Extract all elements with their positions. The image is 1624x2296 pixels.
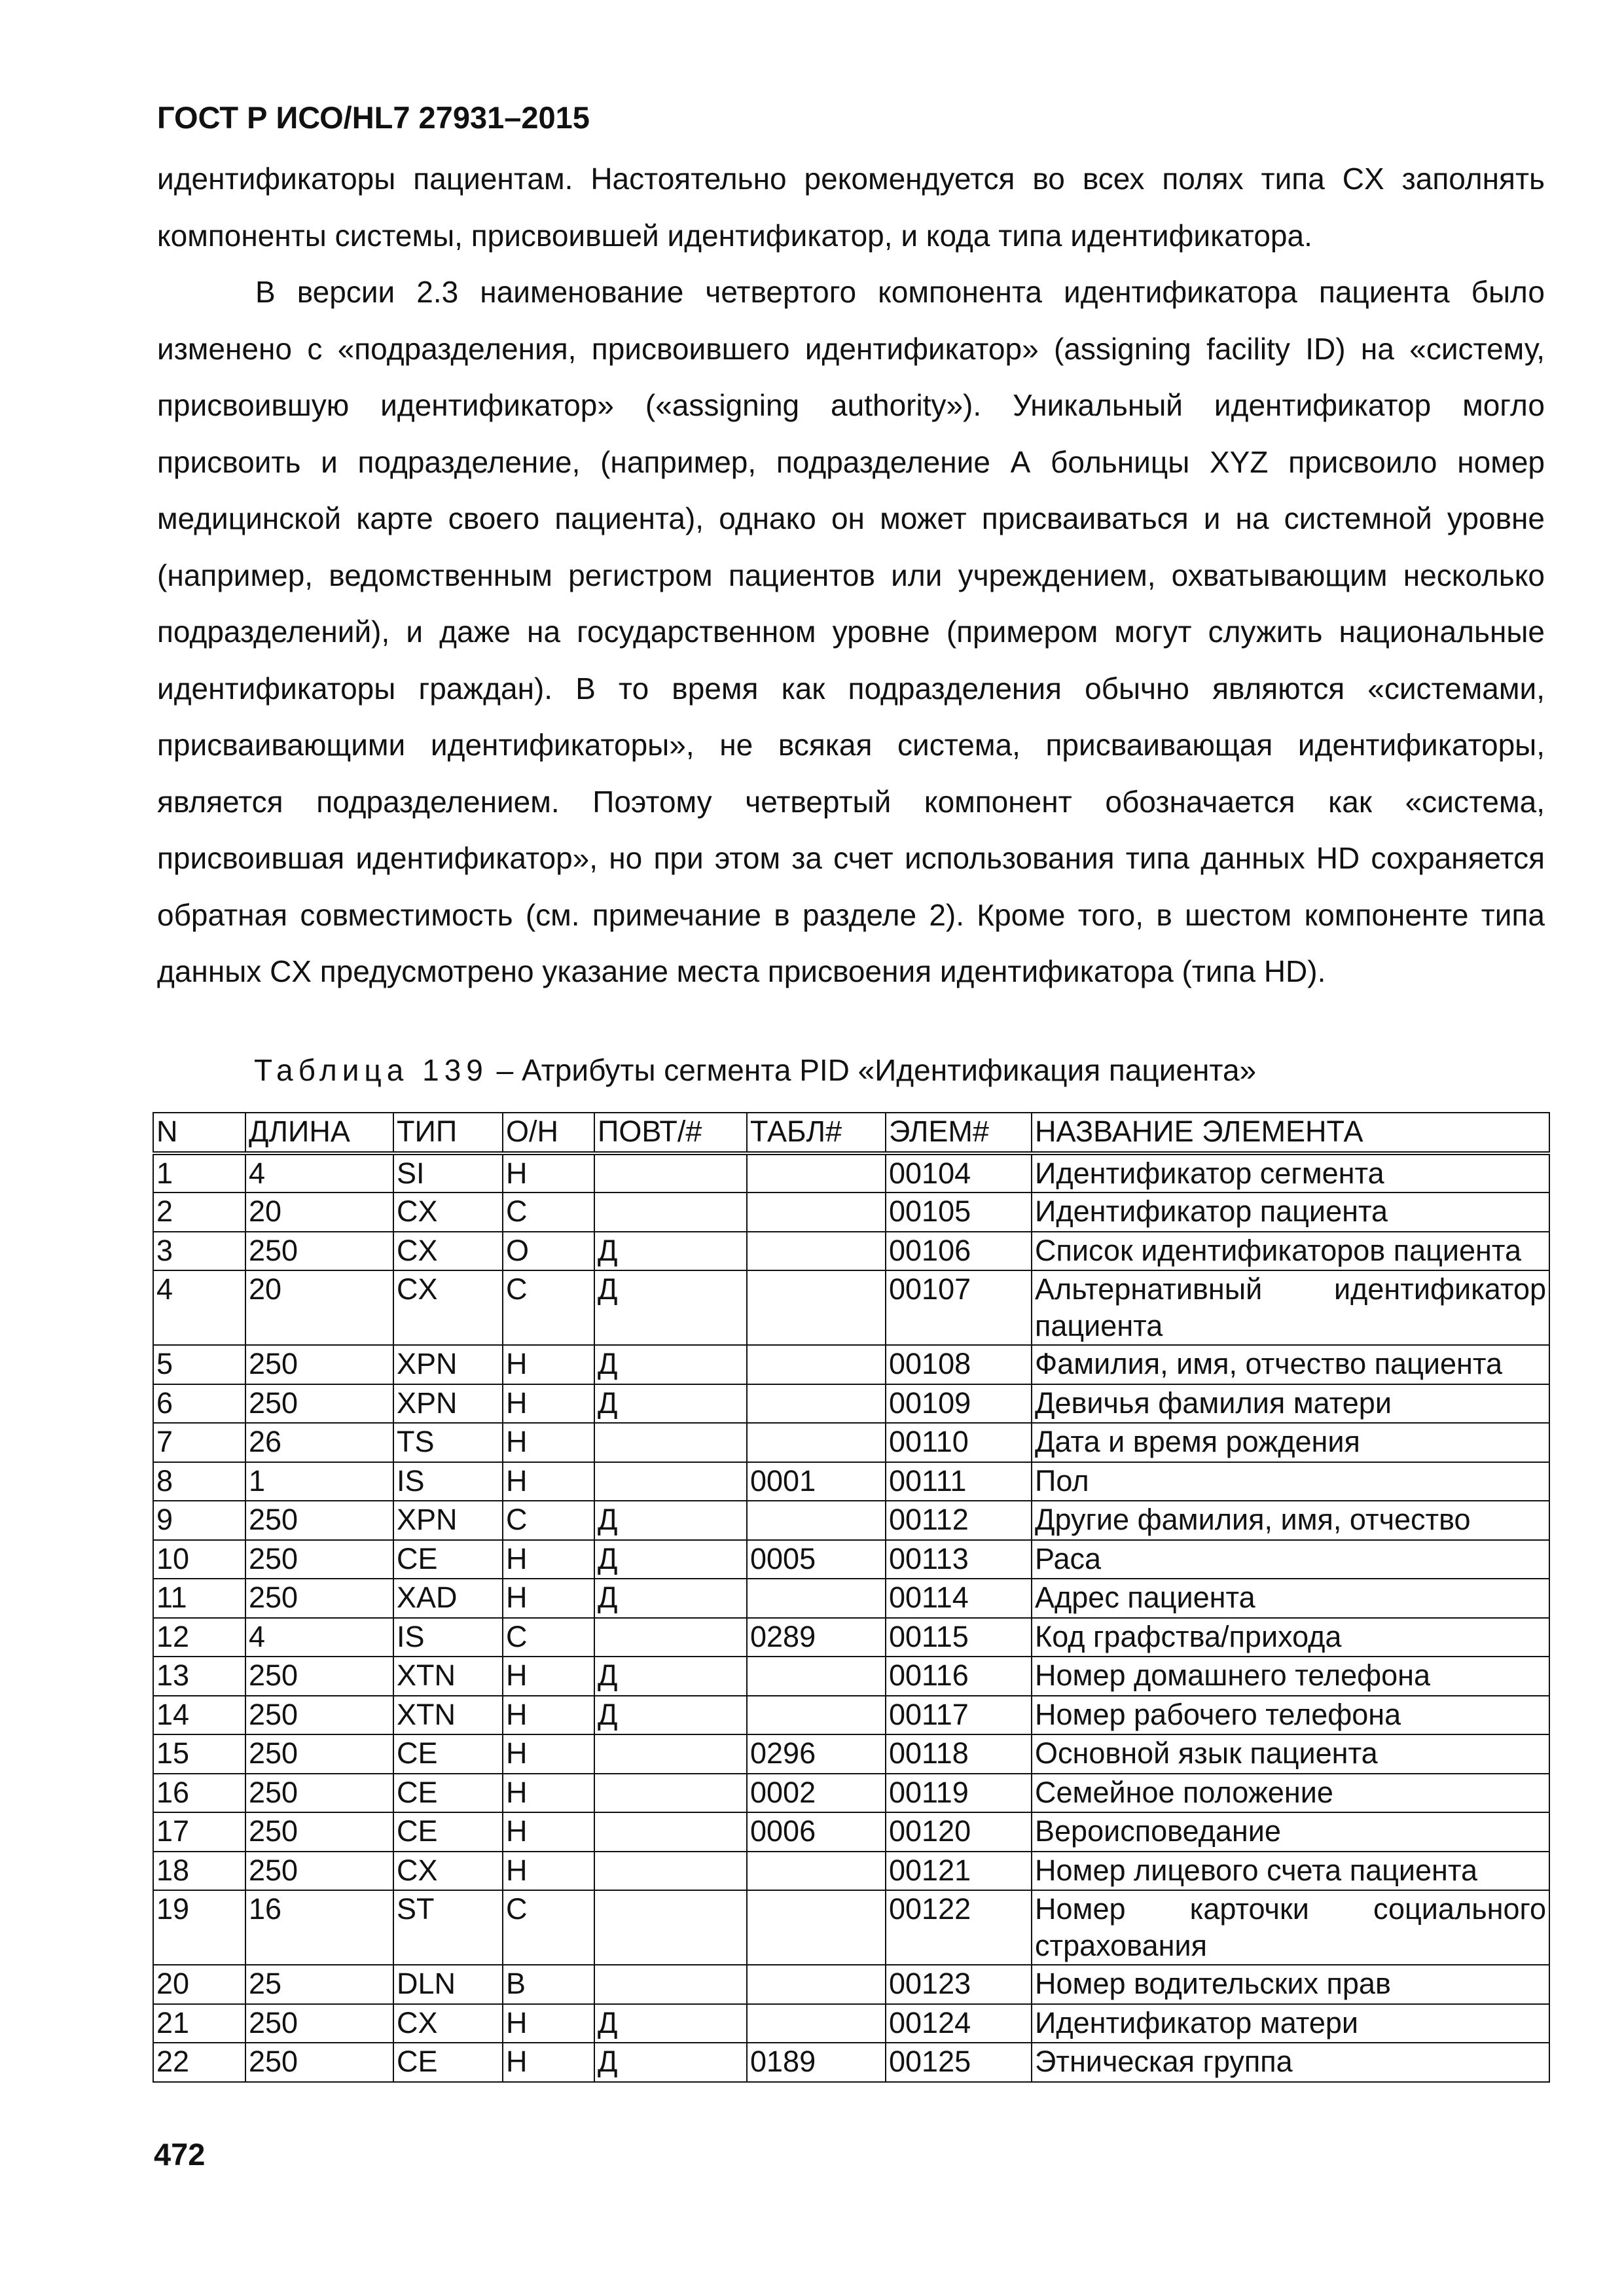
cell-element-name: Вероисповедание (1032, 1812, 1549, 1852)
cell-length: 250 (245, 1540, 393, 1579)
cell-length: 250 (245, 1384, 393, 1424)
cell-element-name: Номер водительских прав (1032, 1965, 1549, 2004)
column-header-element: ЭЛЕМ# (886, 1113, 1032, 1153)
cell-n: 2 (153, 1193, 245, 1232)
cell-element-name: Код графства/прихода (1032, 1618, 1549, 1657)
cell-element-name: Номер карточки социального страхования (1032, 1890, 1549, 1965)
cell-table (747, 1657, 886, 1696)
cell-optionality: Н (503, 1462, 594, 1501)
cell-n: 18 (153, 1852, 245, 1891)
column-header-repeat: ПОВТ/# (594, 1113, 747, 1153)
cell-length: 250 (245, 1812, 393, 1852)
cell-optionality: Н (503, 1812, 594, 1852)
cell-type: CE (393, 1812, 503, 1852)
cell-repeat: Д (594, 1384, 747, 1424)
cell-table: 0289 (747, 1618, 886, 1657)
column-header-optionality: О/Н (503, 1113, 594, 1153)
body-text (157, 151, 1545, 1000)
table-row (153, 1734, 1549, 1774)
cell-element-name: Девичья фамилия матери (1032, 1384, 1549, 1424)
cell-element-name: Список идентификаторов пациента (1032, 1232, 1549, 1271)
cell-n: 1 (153, 1153, 245, 1193)
cell-table (747, 1384, 886, 1424)
pid-attributes-table (153, 1112, 1550, 2083)
cell-n: 15 (153, 1734, 245, 1774)
cell-length: 250 (245, 1774, 393, 1813)
cell-length: 250 (245, 1734, 393, 1774)
cell-n: 17 (153, 1812, 245, 1852)
cell-repeat (594, 1462, 747, 1501)
table-header-row (153, 1113, 1549, 1153)
table-caption-label: Таблица 139 (254, 1053, 488, 1087)
cell-optionality: Н (503, 1345, 594, 1384)
cell-element: 00106 (886, 1232, 1032, 1271)
cell-n: 7 (153, 1423, 245, 1462)
table-caption (254, 1050, 1256, 1090)
cell-element-name: Номер лицевого счета пациента (1032, 1852, 1549, 1891)
table-row (153, 1423, 1549, 1462)
cell-n: 4 (153, 1270, 245, 1345)
cell-repeat (594, 1423, 747, 1462)
cell-optionality: С (503, 1193, 594, 1232)
cell-type: TS (393, 1423, 503, 1462)
cell-length: 250 (245, 2043, 393, 2082)
cell-element: 00119 (886, 1774, 1032, 1813)
cell-repeat (594, 1618, 747, 1657)
table-row (153, 1384, 1549, 1424)
cell-repeat: Д (594, 1696, 747, 1735)
cell-element: 00109 (886, 1384, 1032, 1424)
cell-optionality: Н (503, 1852, 594, 1891)
cell-table (747, 1852, 886, 1891)
cell-table (747, 1501, 886, 1540)
cell-n: 9 (153, 1501, 245, 1540)
cell-type: IS (393, 1462, 503, 1501)
table-row (153, 1965, 1549, 2004)
cell-element-name: Идентификатор пациента (1032, 1193, 1549, 1232)
cell-element-name: Основной язык пациента (1032, 1734, 1549, 1774)
cell-length: 250 (245, 1232, 393, 1271)
cell-element-name: Фамилия, имя, отчество пациента (1032, 1345, 1549, 1384)
cell-repeat (594, 1852, 747, 1891)
cell-type: XAD (393, 1579, 503, 1618)
cell-optionality: В (503, 1965, 594, 2004)
cell-optionality: О (503, 1232, 594, 1271)
cell-repeat (594, 1734, 747, 1774)
cell-type: XTN (393, 1657, 503, 1696)
cell-element-name: Адрес пациента (1032, 1579, 1549, 1618)
cell-optionality: С (503, 1270, 594, 1345)
table-row (153, 1696, 1549, 1735)
cell-element-name: Номер домашнего телефона (1032, 1657, 1549, 1696)
cell-type: CX (393, 1232, 503, 1271)
cell-element: 00112 (886, 1501, 1032, 1540)
cell-table (747, 1153, 886, 1193)
cell-type: XTN (393, 1696, 503, 1735)
cell-type: CX (393, 1193, 503, 1232)
cell-n: 21 (153, 2004, 245, 2043)
column-header-element-name: НАЗВАНИЕ ЭЛЕМЕНТА (1032, 1113, 1549, 1153)
cell-repeat: Д (594, 2043, 747, 2082)
cell-length: 16 (245, 1890, 393, 1965)
paragraph-continuation: идентификаторы пациентам. Настоятельно рекомендуется во всех полях типа CX заполнять компоненты системы, присвоившей идентификатор, и кода типа идентификатора. (157, 162, 1545, 253)
cell-optionality: С (503, 1501, 594, 1540)
table-row (153, 1812, 1549, 1852)
cell-optionality: Н (503, 1153, 594, 1193)
cell-length: 250 (245, 1579, 393, 1618)
column-header-table: ТАБЛ# (747, 1113, 886, 1153)
page-number: 472 (154, 2137, 206, 2172)
cell-type: CE (393, 1774, 503, 1813)
cell-optionality: Н (503, 1734, 594, 1774)
cell-optionality: Н (503, 2004, 594, 2043)
cell-length: 1 (245, 1462, 393, 1501)
cell-element: 00125 (886, 2043, 1032, 2082)
cell-length: 250 (245, 2004, 393, 2043)
cell-element: 00116 (886, 1657, 1032, 1696)
cell-length: 250 (245, 1852, 393, 1891)
cell-element: 00111 (886, 1462, 1032, 1501)
cell-repeat (594, 1193, 747, 1232)
cell-length: 20 (245, 1270, 393, 1345)
cell-type: IS (393, 1618, 503, 1657)
cell-type: CX (393, 2004, 503, 2043)
cell-element-name: Семейное положение (1032, 1774, 1549, 1813)
cell-table (747, 1193, 886, 1232)
cell-element: 00117 (886, 1696, 1032, 1735)
cell-table: 0005 (747, 1540, 886, 1579)
cell-n: 12 (153, 1618, 245, 1657)
cell-type: XPN (393, 1384, 503, 1424)
cell-element: 00123 (886, 1965, 1032, 2004)
cell-n: 6 (153, 1384, 245, 1424)
cell-element-name: Пол (1032, 1462, 1549, 1501)
cell-n: 16 (153, 1774, 245, 1813)
table-row (153, 1852, 1549, 1891)
cell-repeat: Д (594, 1579, 747, 1618)
table-row (153, 1501, 1549, 1540)
cell-length: 4 (245, 1153, 393, 1193)
cell-element: 00118 (886, 1734, 1032, 1774)
cell-repeat: Д (594, 1232, 747, 1271)
table-row (153, 1579, 1549, 1618)
cell-length: 250 (245, 1696, 393, 1735)
cell-type: DLN (393, 1965, 503, 2004)
table-row (153, 1618, 1549, 1657)
cell-repeat (594, 1890, 747, 1965)
cell-optionality: Н (503, 1657, 594, 1696)
cell-element: 00124 (886, 2004, 1032, 2043)
cell-repeat: Д (594, 1540, 747, 1579)
cell-repeat: Д (594, 1270, 747, 1345)
cell-type: CX (393, 1270, 503, 1345)
cell-optionality: Н (503, 1384, 594, 1424)
cell-repeat: Д (594, 2004, 747, 2043)
cell-optionality: Н (503, 1774, 594, 1813)
cell-repeat (594, 1965, 747, 2004)
cell-element: 00113 (886, 1540, 1032, 1579)
cell-element: 00105 (886, 1193, 1032, 1232)
cell-repeat: Д (594, 1657, 747, 1696)
cell-element: 00114 (886, 1579, 1032, 1618)
cell-n: 3 (153, 1232, 245, 1271)
document-header: ГОСТ Р ИСО/HL7 27931–2015 (157, 100, 590, 135)
table-row (153, 1890, 1549, 1965)
cell-repeat: Д (594, 1345, 747, 1384)
cell-type: CE (393, 1540, 503, 1579)
cell-n: 10 (153, 1540, 245, 1579)
cell-table: 0006 (747, 1812, 886, 1852)
cell-length: 25 (245, 1965, 393, 2004)
cell-type: ST (393, 1890, 503, 1965)
cell-type: CE (393, 2043, 503, 2082)
cell-element-name: Идентификатор матери (1032, 2004, 1549, 2043)
cell-element: 00115 (886, 1618, 1032, 1657)
cell-repeat (594, 1153, 747, 1193)
cell-element-name: Этническая группа (1032, 2043, 1549, 2082)
cell-length: 26 (245, 1423, 393, 1462)
table-row (153, 1657, 1549, 1696)
table-row (153, 2004, 1549, 2043)
table-row (153, 1462, 1549, 1501)
cell-table: 0001 (747, 1462, 886, 1501)
cell-type: XPN (393, 1501, 503, 1540)
cell-n: 5 (153, 1345, 245, 1384)
cell-table (747, 1270, 886, 1345)
table-row (153, 1270, 1549, 1345)
cell-element: 00120 (886, 1812, 1032, 1852)
cell-length: 250 (245, 1657, 393, 1696)
cell-n: 11 (153, 1579, 245, 1618)
cell-table (747, 1345, 886, 1384)
cell-n: 20 (153, 1965, 245, 2004)
cell-element: 00121 (886, 1852, 1032, 1891)
cell-element: 00110 (886, 1423, 1032, 1462)
cell-element: 00104 (886, 1153, 1032, 1193)
cell-table: 0189 (747, 2043, 886, 2082)
cell-element: 00122 (886, 1890, 1032, 1965)
cell-length: 20 (245, 1193, 393, 1232)
cell-length: 250 (245, 1345, 393, 1384)
table-caption-title: Атрибуты сегмента PID «Идентификация пациента» (522, 1053, 1257, 1087)
cell-type: XPN (393, 1345, 503, 1384)
table-row (153, 1774, 1549, 1813)
cell-table (747, 2004, 886, 2043)
table-row (153, 1193, 1549, 1232)
cell-table: 0002 (747, 1774, 886, 1813)
cell-n: 8 (153, 1462, 245, 1501)
table-row (153, 1153, 1549, 1193)
cell-repeat (594, 1774, 747, 1813)
cell-table (747, 1232, 886, 1271)
column-header-n: N (153, 1113, 245, 1153)
cell-optionality: Н (503, 1579, 594, 1618)
cell-type: SI (393, 1153, 503, 1193)
cell-element: 00108 (886, 1345, 1032, 1384)
column-header-length: ДЛИНА (245, 1113, 393, 1153)
cell-table (747, 1579, 886, 1618)
cell-element: 00107 (886, 1270, 1032, 1345)
cell-table (747, 1423, 886, 1462)
cell-type: CE (393, 1734, 503, 1774)
cell-n: 13 (153, 1657, 245, 1696)
cell-table: 0296 (747, 1734, 886, 1774)
cell-optionality: Н (503, 1696, 594, 1735)
cell-element-name: Альтернативный идентификатор пациента (1032, 1270, 1549, 1345)
column-header-type: ТИП (393, 1113, 503, 1153)
cell-length: 4 (245, 1618, 393, 1657)
cell-element-name: Раса (1032, 1540, 1549, 1579)
cell-optionality: С (503, 1890, 594, 1965)
cell-n: 19 (153, 1890, 245, 1965)
cell-length: 250 (245, 1501, 393, 1540)
table-row (153, 2043, 1549, 2082)
cell-element-name: Дата и время рождения (1032, 1423, 1549, 1462)
cell-n: 14 (153, 1696, 245, 1735)
paragraph-version-2-3: В версии 2.3 наименование четвертого компонента идентификатора пациента было изменено с «подразделения, присвоившего идентификатор» (assigning facility ID) на «систему, присвоившую идентификатор» («assigning authority»). Уникальный идентификатор могло присвоить и подразделение, (например, подразделение А больницы XYZ присвоило номер медицинской карте своего пациента), однако он может присваиваться и на системной уровне (например, ведомственным регистром пациентов или учреждением, охватывающим несколько подразделений), и даже на государственном уровне (примером могут служить национальные идентификаторы граждан). В то время как подразделения обычно являются «системами, присваивающими идентификаторы», не всякая система, присваивающая идентификаторы, является подразделением. Поэтому четвертый компонент обозначается как «система, присвоившая идентификатор», но при этом за счет использования типа данных HD сохраняется обратная совместимость (см. примечание в разделе 2). Кроме того, в шестом компоненте типа данных CX предусмотрено указание места присвоения идентификатора (типа HD). (157, 275, 1545, 988)
table-row (153, 1232, 1549, 1271)
cell-table (747, 1696, 886, 1735)
cell-element-name: Идентификатор сегмента (1032, 1153, 1549, 1193)
cell-optionality: Н (503, 1423, 594, 1462)
cell-table (747, 1890, 886, 1965)
table-row (153, 1345, 1549, 1384)
cell-table (747, 1965, 886, 2004)
table-caption-dash: – (488, 1053, 522, 1087)
cell-optionality: Н (503, 1540, 594, 1579)
cell-element-name: Номер рабочего телефона (1032, 1696, 1549, 1735)
cell-n: 22 (153, 2043, 245, 2082)
cell-repeat: Д (594, 1501, 747, 1540)
cell-optionality: С (503, 1618, 594, 1657)
table-row (153, 1540, 1549, 1579)
table-body (153, 1153, 1549, 2082)
cell-type: CX (393, 1852, 503, 1891)
cell-repeat (594, 1812, 747, 1852)
cell-element-name: Другие фамилия, имя, отчество (1032, 1501, 1549, 1540)
cell-optionality: Н (503, 2043, 594, 2082)
